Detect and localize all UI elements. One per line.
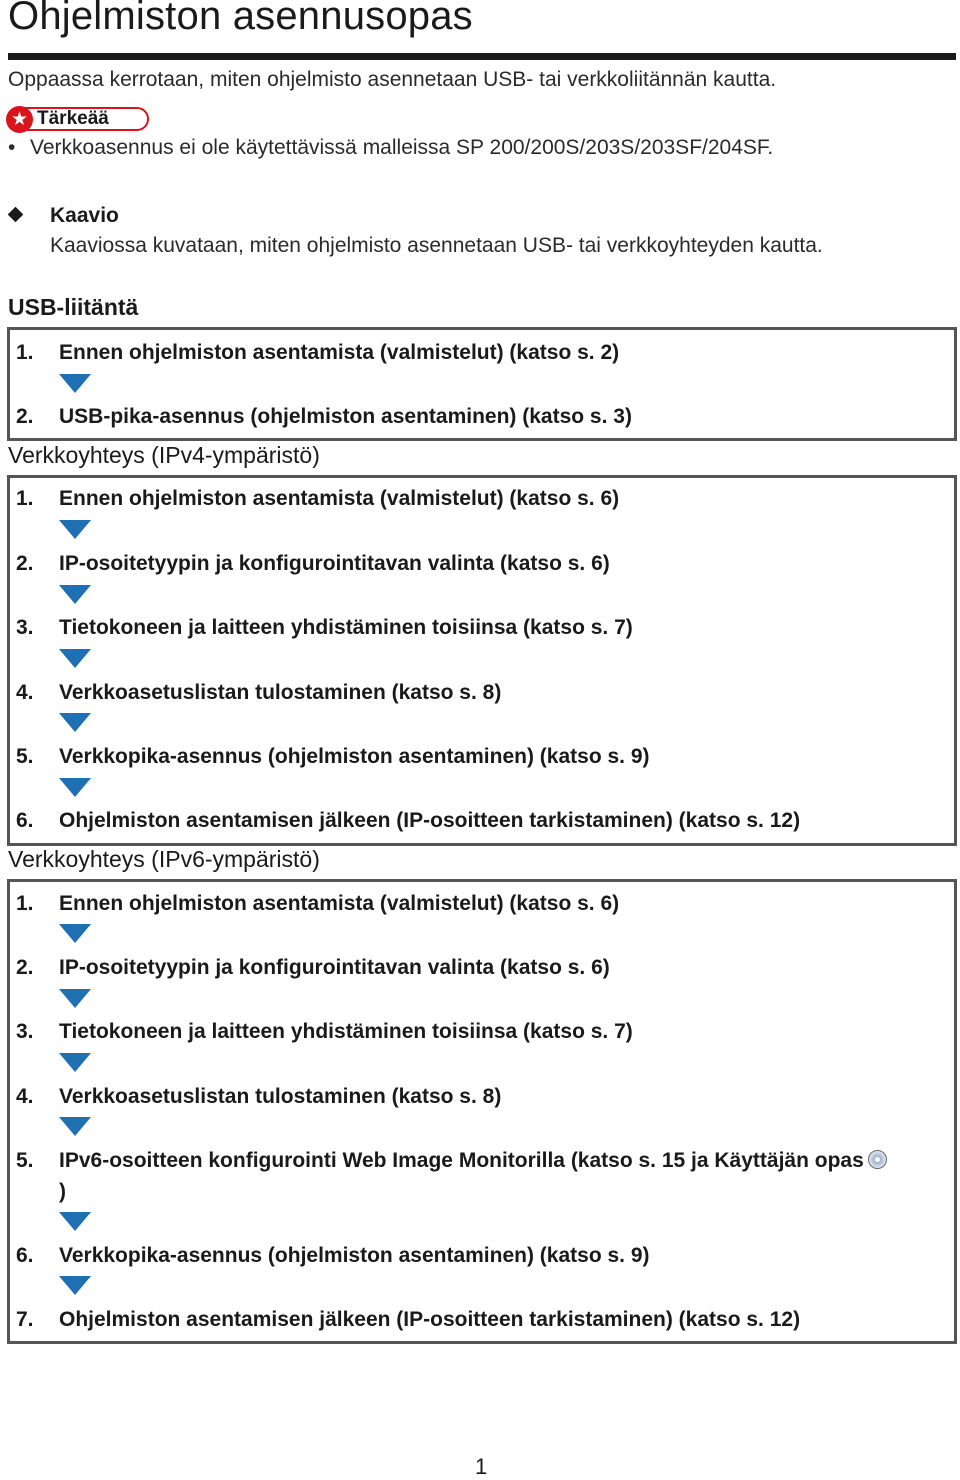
- usb-step-1: 1. Ennen ohjelmiston asentamista (valmistelut) (katso s. 2): [16, 341, 620, 364]
- important-label: Tärkeää: [37, 108, 109, 129]
- ipv4-step-2: 2. IP-osoitetyypin ja konfigurointitavan valinta (katso s. 6): [16, 552, 610, 575]
- down-arrow-icon: [59, 520, 91, 539]
- down-arrow-icon: [59, 778, 91, 797]
- intro-text: Oppaassa kerrotaan, miten ohjelmisto asennetaan USB- tai verkkoliitännän kautta.: [8, 68, 777, 91]
- ipv4-step-3: 3. Tietokoneen ja laitteen yhdistäminen toisiinsa (katso s. 7): [16, 616, 633, 639]
- page-title: Ohjelmiston asennusopas: [8, 0, 473, 38]
- ipv4-step-6: 6. Ohjelmiston asentamisen jälkeen (IP-osoitteen tarkistaminen) (katso s. 12): [16, 809, 801, 832]
- diamond-bullet-icon: [8, 207, 24, 223]
- bullet-icon: •: [8, 136, 16, 159]
- cd-disc-icon: [868, 1150, 887, 1169]
- down-arrow-icon: [59, 1212, 91, 1231]
- down-arrow-icon: [59, 713, 91, 732]
- page-number: 1: [475, 1454, 488, 1479]
- star-icon: ★: [6, 106, 33, 133]
- down-arrow-icon: [59, 1276, 91, 1295]
- ipv4-heading: Verkkoyhteys (IPv4-ympäristö): [8, 442, 320, 468]
- kaavio-title: Kaavio: [50, 204, 119, 227]
- important-badge: [7, 107, 149, 131]
- kaavio-description: Kaaviossa kuvataan, miten ohjelmisto asennetaan USB- tai verkkoyhteyden kautta.: [50, 234, 823, 257]
- ipv4-step-5: 5. Verkkopika-asennus (ohjelmiston asentaminen) (katso s. 9): [16, 745, 650, 768]
- ipv6-step-6: 6. Verkkopika-asennus (ohjelmiston asentaminen) (katso s. 9): [16, 1244, 650, 1267]
- title-rule: [8, 53, 956, 60]
- down-arrow-icon: [59, 989, 91, 1008]
- ipv6-step-2: 2. IP-osoitetyypin ja konfigurointitavan valinta (katso s. 6): [16, 956, 610, 979]
- ipv6-heading: Verkkoyhteys (IPv6-ympäristö): [8, 846, 320, 872]
- down-arrow-icon: [59, 1053, 91, 1072]
- ipv6-step-1: 1. Ennen ohjelmiston asentamista (valmistelut) (katso s. 6): [16, 892, 620, 915]
- ipv6-step-5-continuation: ): [59, 1180, 66, 1203]
- ipv4-flow-box: [7, 475, 957, 846]
- ipv4-step-4: 4. Verkkoasetuslistan tulostaminen (katso s. 8): [16, 681, 502, 704]
- ipv6-step-7: 7. Ohjelmiston asentamisen jälkeen (IP-osoitteen tarkistaminen) (katso s. 12): [16, 1308, 801, 1331]
- down-arrow-icon: [59, 1117, 91, 1136]
- ipv6-step-3: 3. Tietokoneen ja laitteen yhdistäminen toisiinsa (katso s. 7): [16, 1020, 633, 1043]
- usb-step-2: 2. USB-pika-asennus (ohjelmiston asentaminen) (katso s. 3): [16, 405, 632, 428]
- ipv6-step-5: 5. IPv6-osoitteen konfigurointi Web Image Monitorilla (katso s. 15 ja Käyttäjän opas: [16, 1149, 887, 1173]
- important-note: [8, 136, 773, 160]
- important-note-text: Verkkoasennus ei ole käytettävissä malleissa SP 200/200S/203S/203SF/204SF.: [30, 136, 774, 159]
- down-arrow-icon: [59, 374, 91, 393]
- down-arrow-icon: [59, 585, 91, 604]
- ipv4-step-1: 1. Ennen ohjelmiston asentamista (valmistelut) (katso s. 6): [16, 487, 620, 510]
- ipv6-step-4: 4. Verkkoasetuslistan tulostaminen (katso s. 8): [16, 1085, 502, 1108]
- ipv6-flow-box: [7, 879, 957, 1344]
- down-arrow-icon: [59, 924, 91, 943]
- down-arrow-icon: [59, 649, 91, 668]
- usb-heading: USB-liitäntä: [8, 294, 139, 320]
